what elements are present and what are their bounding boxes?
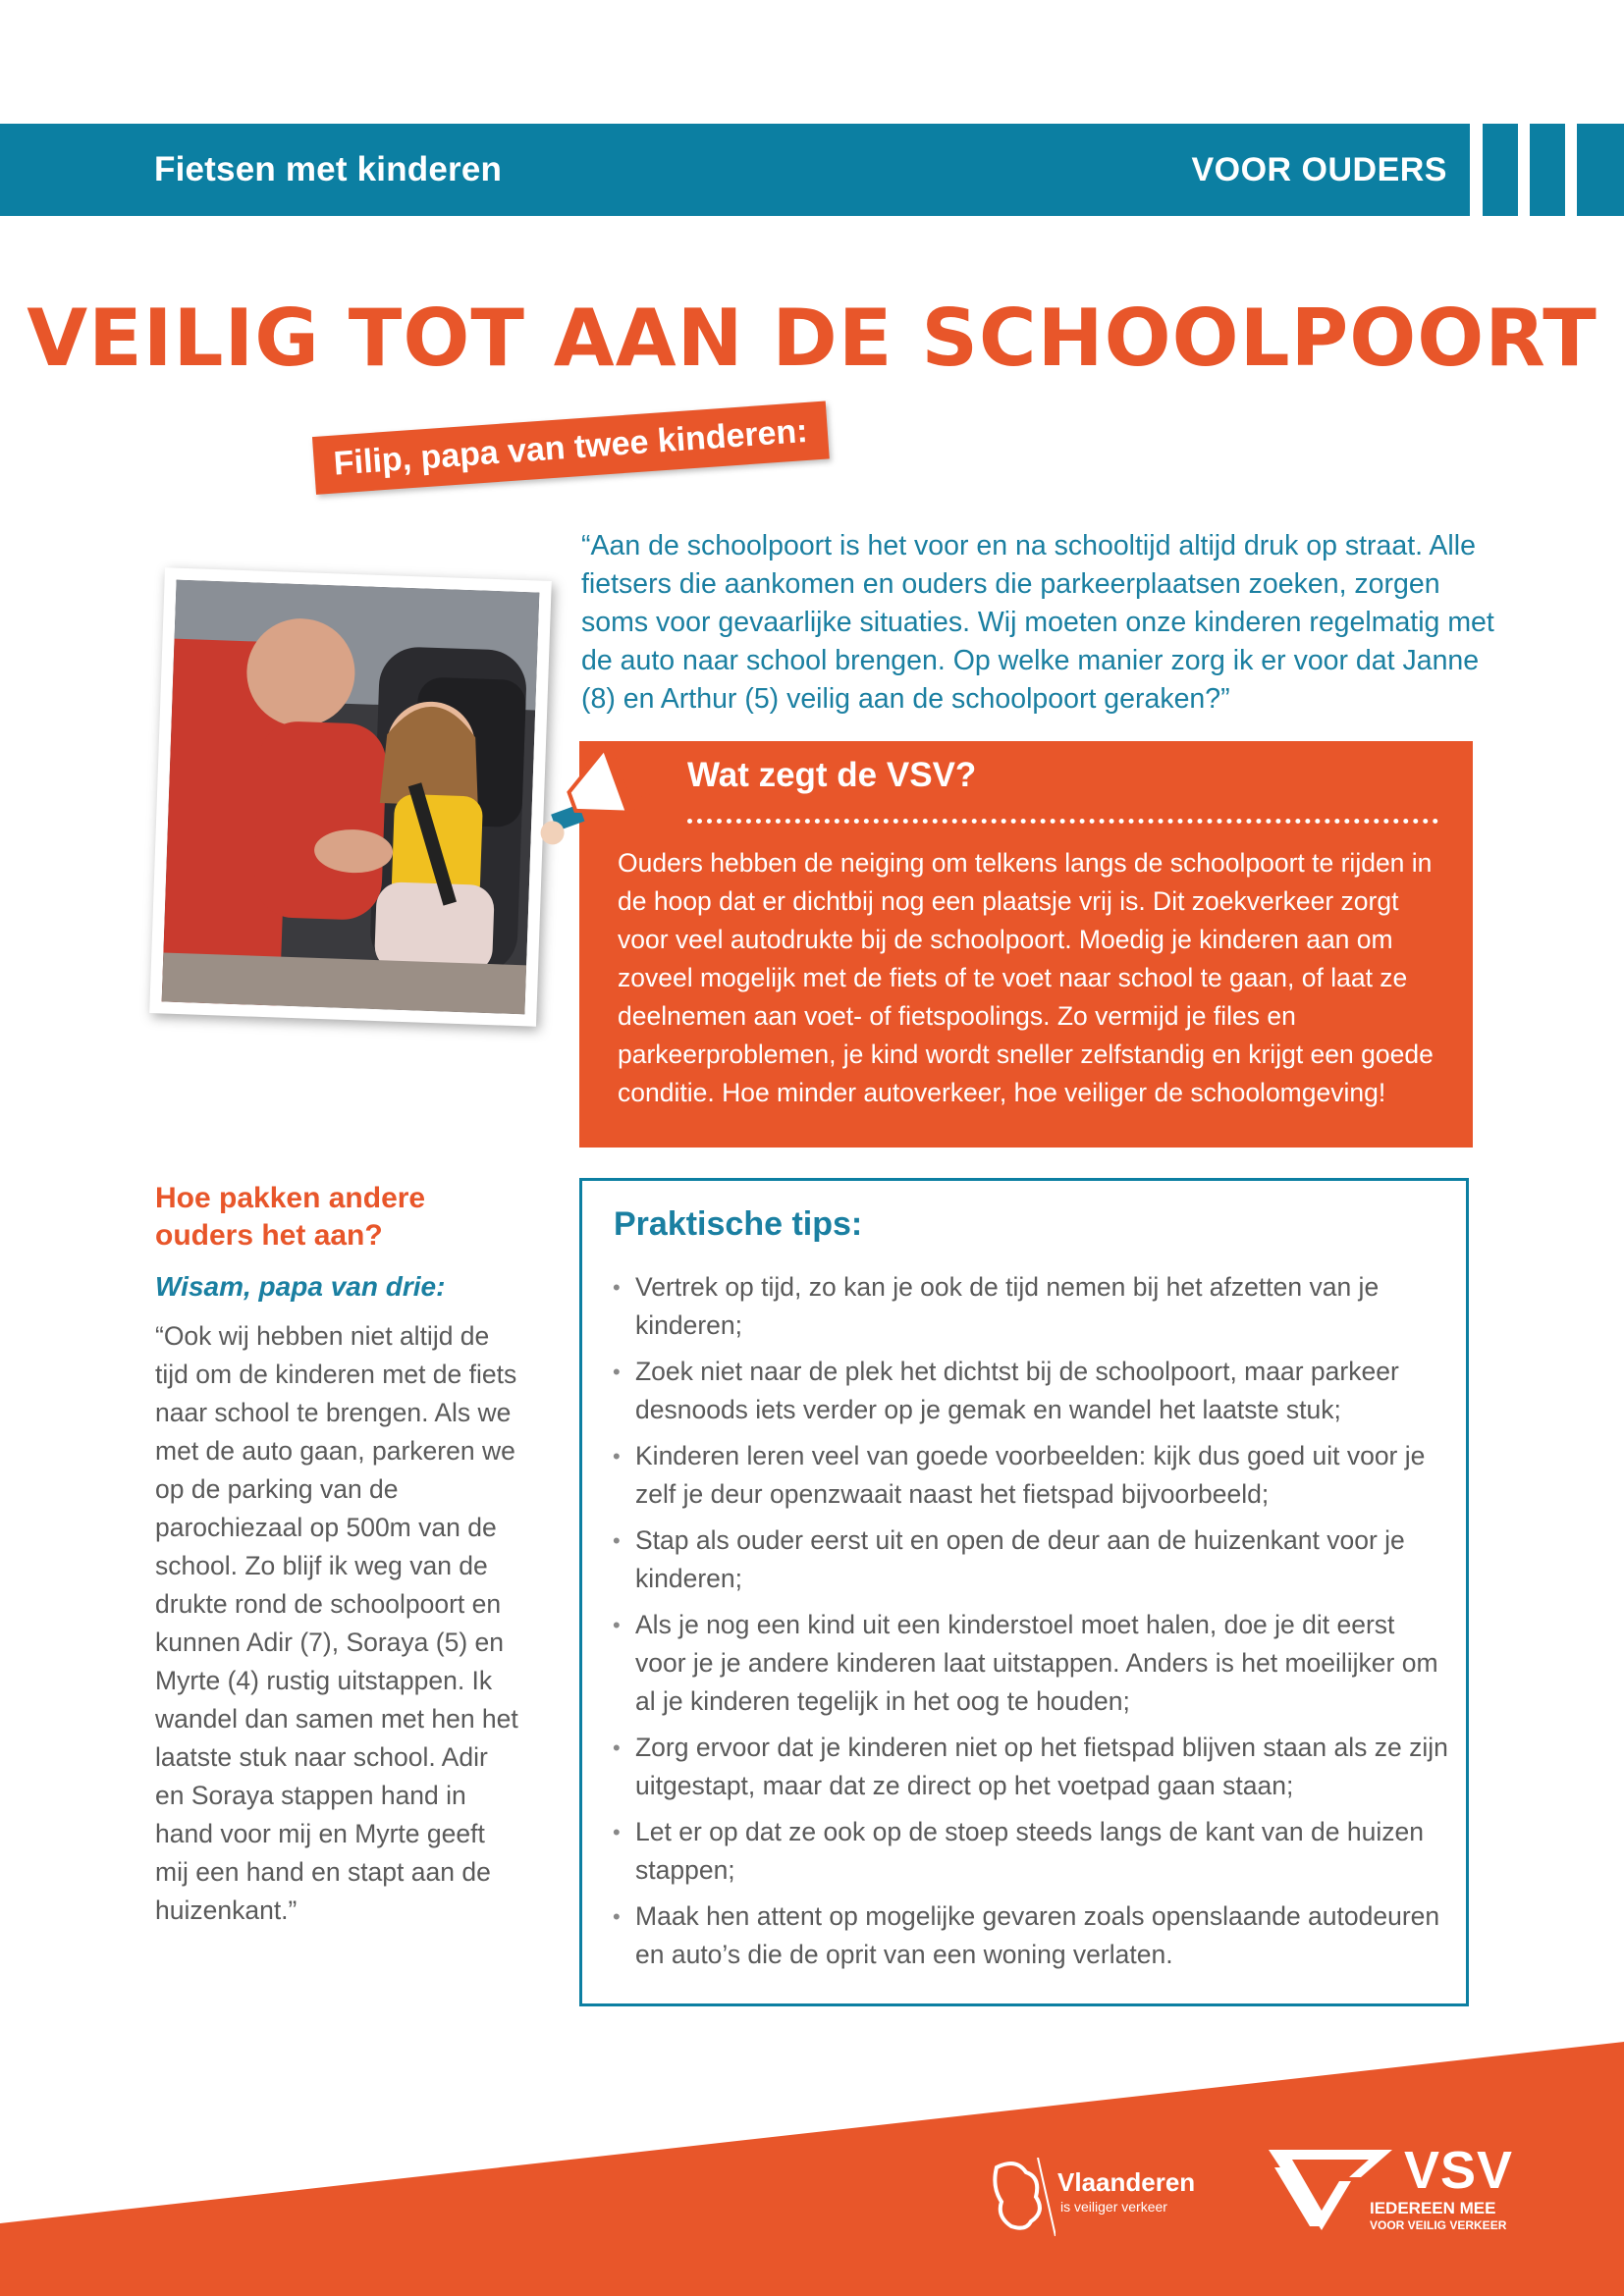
parent-quote: “Aan de schoolpoort is het voor en na schooltijd altijd druk op straat. Alle fietsers die aankomen en ouders die parkeerplaatsen zoeken, zorgen soms voor gevaarlijke situaties. Wij moeten onze kinderen regelmatig met de auto naar school brengen. Op welke manier zorg ik er voor dat Janne (8) en Arthur (5) veilig aan de schoolpoort geraken?”	[581, 530, 1494, 715]
other-parents-heading: Hoe pakken andere ouders het aan?	[155, 1182, 426, 1252]
vlaanderen-tagline: is veiliger verkeer	[1060, 2199, 1167, 2215]
vsv-advice-title: Wat zegt de VSV?	[687, 756, 977, 794]
speaker-tag: Filip, papa van twee kinderen:	[312, 401, 830, 495]
vlaanderen-lion-logo	[987, 2158, 1056, 2241]
tip-item: • Vertrek op tijd, zo kan je ook de tijd nemen bij het afzetten van je kinderen;	[611, 1268, 1450, 1345]
tip-item: • Maak hen attent op mogelijke gevaren zoals openslaande autodeuren en auto’s die de oprit van een woning verlaten.	[611, 1897, 1450, 1974]
tip-item: • Let er op dat ze ook op de stoep steeds langs de kant van de huizen stappen;	[611, 1813, 1450, 1890]
dotted-divider	[687, 819, 1438, 824]
vlaanderen-name: Vlaanderen	[1057, 2167, 1196, 2197]
photo-illustration	[162, 580, 540, 1015]
header-stripe	[1577, 124, 1624, 216]
vsv-slogan-line2: VOOR VEILIG VERKEER	[1370, 2218, 1507, 2232]
tip-item: • Zorg ervoor dat je kinderen niet op het fietspad blijven staan als ze zijn uitgestapt, maar dat ze direct op het voetpad gaan staan;	[611, 1729, 1450, 1805]
audience-label: VOOR OUDERS	[1191, 151, 1447, 188]
vsv-slogan-line1: IEDEREEN MEE	[1370, 2199, 1496, 2217]
megaphone-icon	[525, 731, 653, 854]
header-stripe	[1530, 124, 1565, 216]
tips-title: Praktische tips:	[614, 1205, 863, 1243]
series-title: Fietsen met kinderen	[154, 150, 503, 188]
vsv-advice-body: Ouders hebben de neiging om telkens langs de schoolpoort te rijden in de hoop dat er dichtbij nog een plaatsje vrij is. Dit zoekverkeer zorgt voor veel autodrukte bij de schoolpoort. Moedig je kinderen aan om zoveel mogelijk met de fiets of te voet naar school te gaan, of laat ze deelnemen aan voet- of fietspoolings. Zo vermijd je files en parkeerproblemen, je kind wordt sneller zelfstandig en krijgt een goede conditie. Hoe minder autoverkeer, hoe veiliger de schoolomgeving!	[618, 848, 1434, 1107]
other-parent-quote: “Ook wij hebben niet altijd de tijd om de kinderen met de fiets naar school te brengen. Als we met de auto gaan, parkeren we op de parking van de parochiezaal op 500m van de school. Zo blijf ik weg van de drukte rond de schoolpoort en kunnen Adir (7), Soraya (5) en Myrte (4) rustig uitstappen. Ik wandel dan samen met hen het laatste stuk naar school. Adir en Soraya stappen hand in hand voor mij en Myrte geeft mij een hand en stapt aan de huizenkant.”	[155, 1321, 518, 1925]
tip-item: • Zoek niet naar de plek het dichtst bij de schoolpoort, maar parkeer desnoods iets verder op je gemak en wandel het laatste stuk;	[611, 1353, 1450, 1429]
page-title: VEILIG TOT AAN DE SCHOOLPOORT	[27, 293, 1597, 384]
tip-item: • Kinderen leren veel van goede voorbeelden: kijk dus goed uit voor je zelf je deur openzwaait naast het fietspad bijvoorbeeld;	[611, 1437, 1450, 1514]
header-stripe	[1483, 124, 1518, 216]
photo-father-child	[149, 567, 552, 1026]
vsv-name: VSV	[1404, 2141, 1514, 2200]
other-parent-name: Wisam, papa van drie:	[155, 1271, 446, 1302]
tips-list	[611, 1268, 1450, 1982]
tip-item: • Als je nog een kind uit een kinderstoel moet halen, doe je dit eerst voor je je andere kinderen laat uitstappen. Anders is het moeilijker om al je kinderen tegelijk in het oog te houden;	[611, 1606, 1450, 1721]
tip-item: • Stap als ouder eerst uit en open de deur aan de huizenkant voor je kinderen;	[611, 1522, 1450, 1598]
